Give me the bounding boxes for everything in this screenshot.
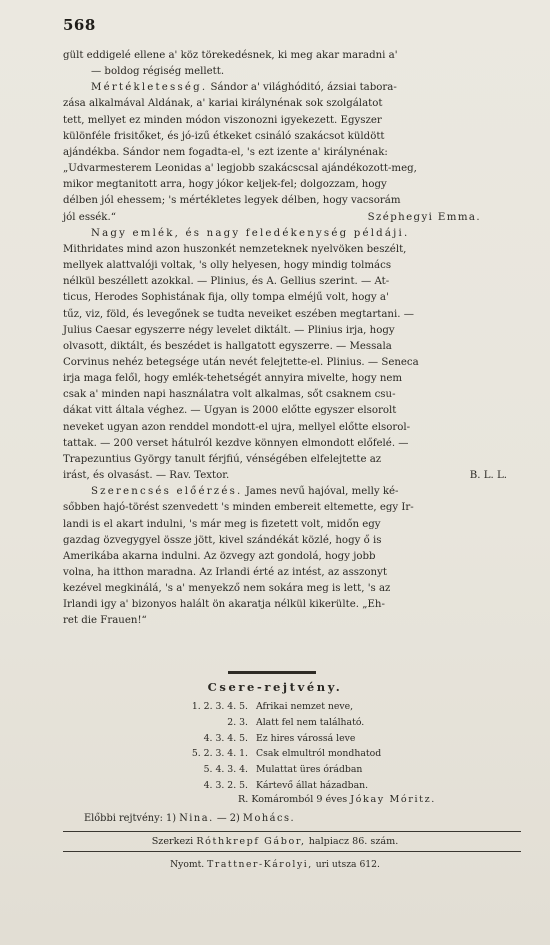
puzzle-clue: Alatt fel nem található. [256,716,365,728]
printer-name: Trattner-Károlyi, [207,859,313,870]
section-title: Mértékletesség. [91,82,208,94]
text-line: dákat vitt általa véghez. — Ugyan is 2000 előtte egyszer elsorolt [63,405,397,417]
editor-address: halpiacz 86. szám. [308,836,399,847]
text-line: landi is el akart indulni, 's már meg is fizetett volt, midőn egy [63,518,381,530]
text-line: tattak. — 200 verset hátulról kezdve könnyen elmondott előfelé. — [63,437,409,449]
text-span: Szerkezi [151,836,194,847]
text-line: tűz, viz, föld, és levegőnek se tudta neveiket eszében megtartani. — [63,308,414,320]
answer-1: Nina. [179,813,214,824]
text-line: kezével megkinálá, 's a' menyekző nem sokára meg is lett, 's az [63,583,391,595]
editor-line [0,836,550,847]
printer-line [0,859,550,870]
text-line: Corvinus nehéz betegsége után nevét felejtette-el. Plinius. — Seneca [63,356,419,368]
text-span: jól essék.“ [63,211,116,223]
puzzle-title: Csere-rejtvény. [207,680,343,694]
text-line: mikor megtanitott arra, hogy jókor keljek-fel; dolgozzam, hogy [63,179,387,191]
section-title: Nagy emlék, és nagy feledékenység példáji. [91,227,410,239]
puzzle-author: Jókay Móritz. [350,794,436,805]
puzzle-row [176,762,466,778]
text-line: csak a' minden napi használatra volt alkalmas, sőt csaknem csu- [63,389,396,401]
puzzle-numbers: 5. 2. 3. 4. 1. [191,748,248,760]
text-line: ticus, Herodes Sophistának fija, olly tompa elméjű volt, hogy a' [63,292,389,304]
puzzle-clue: Afrikai nemzet neve, [256,701,354,712]
text-line: „Udvarmesterem Leonidas a' legjobb szakácscsal ajándékozott-meg, [63,163,417,175]
text-span: 1) [166,813,177,824]
text-line: ajándékba. Sándor nem fogadta-el, 's ezt izente a' királynénak: [63,146,388,158]
puzzle-row [176,731,466,747]
text-line: gült eddigelé ellene a' köz törekedésnek, ki meg akar maradni a' [63,50,398,61]
puzzle-numbers: 4. 3. 4. 5. [203,732,248,744]
text-line: Amerikába akarna indulni. Az özvegy azt gondolá, hogy jobb [63,550,376,562]
text-span: James nevű hajóval, melly ké- [245,486,399,498]
puzzle-numbers: 5. 4. 3. 4. [203,764,248,776]
text-line: volna, ha itthon maradna. Az Irlandi érté az intést, az asszonyt [63,567,387,578]
article-szerencses [63,484,521,500]
text-span: Nyomt. [170,859,205,870]
section-divider [228,671,316,674]
text-line: zása alkalmával Aldának, a' kariai királynénak sok szolgálatot [63,98,383,110]
text-line: Julius Caesar egyszerre négy levelet diktált. — Plinius irja, hogy [63,324,395,336]
author-signature: Széphegyi Emma. [367,211,481,223]
text-line: tett, mellyet ez minden módon viszonozni igyekezett. Egyszer [63,114,382,126]
puzzle-row [176,699,466,715]
text-line: — boldog régiség mellett. [91,66,225,78]
article-mertekletesseg [63,80,521,96]
puzzle-numbers: 2. 3. [227,716,248,728]
page-number: 568 [63,16,96,34]
text-line: neveket ugyan azon renddel mondott-el ujra, mellyel előtte elsorol- [63,421,411,433]
text-line: ret die Frauen!“ [63,615,147,627]
body-text [63,48,521,630]
footer-rule-top [63,831,521,832]
printer-address: uri utsza 612. [315,859,380,870]
text-span: R. Komáromból 9 éves [238,794,348,805]
text-line: mellyek alattvalóji voltak, 's olly helyesen, hogy mindig tolmács [63,260,392,272]
puzzle-clue: Kártevő állat házadban. [256,779,369,791]
editor-name: Róthkrepf Gábor, [196,836,306,847]
puzzle-row [176,715,466,731]
text-line: irja maga felől, hogy emlék-tehetségét annyira mivelte, hogy nem [63,373,403,385]
text-line: délben jól ehessem; 's mértékletes legyek délben, hogy vacsorám [63,195,401,207]
text-span: Sándor a' világhóditó, ázsiai tabora- [210,82,397,94]
signature-line [63,210,521,226]
puzzle-clue: Csak elmultról mondhatod [256,748,382,760]
previous-answers [84,813,295,824]
section-title: Szerencsés előérzés. [91,486,243,498]
text-line: olvasott, diktált, és beszédet is hallgatott egyszerre. — Messala [63,340,392,352]
puzzle-clue: Mulattat üres órádban [256,764,363,776]
text-line: Irlandi igy a' bizonyos halált ön akaratja nélkül kikerülte. „Eh- [63,599,385,611]
puzzle-list [176,699,466,794]
signature-line [63,468,521,484]
text-line: sőbben hajó-törést szenvedett 's minden embereit eltemette, egy Ir- [63,502,414,514]
text-line: Trapezuntius György tanult férjfiú, vénségében elfelejtette az [63,453,382,465]
answers-label: Előbbi rejtvény: [84,813,163,824]
footer-rule-bottom [63,851,521,852]
text-line: nélkül beszéllett azokkal. — Plinius, és A. Gellius szerint. — At- [63,276,390,288]
puzzle-row [176,746,466,762]
puzzle-numbers: 4. 3. 2. 5. [203,779,248,791]
text-line: különféle frisitőket, és jó-izű étkeket csináló szakácsot küldött [63,130,385,142]
puzzle-credit [238,794,436,805]
author-signature: B. L. L. [469,470,507,482]
text-line: gazdag özvegygyel össze jött, kivel szándékát közlé, hogy ő is [63,534,382,546]
text-line: Mithridates mind azon huszonkét nemzeteknek nyelvöken beszélt, [63,243,407,255]
text-span: — 2) [216,813,240,824]
puzzle-numbers: 1. 2. 3. 4. 5. [191,701,248,712]
text-span: irást, és olvasást. — Rav. Textor. [63,470,230,482]
answer-2: Mohács. [242,813,296,824]
puzzle-row [176,778,466,794]
puzzle-clue: Ez hires várossá leve [256,732,356,744]
